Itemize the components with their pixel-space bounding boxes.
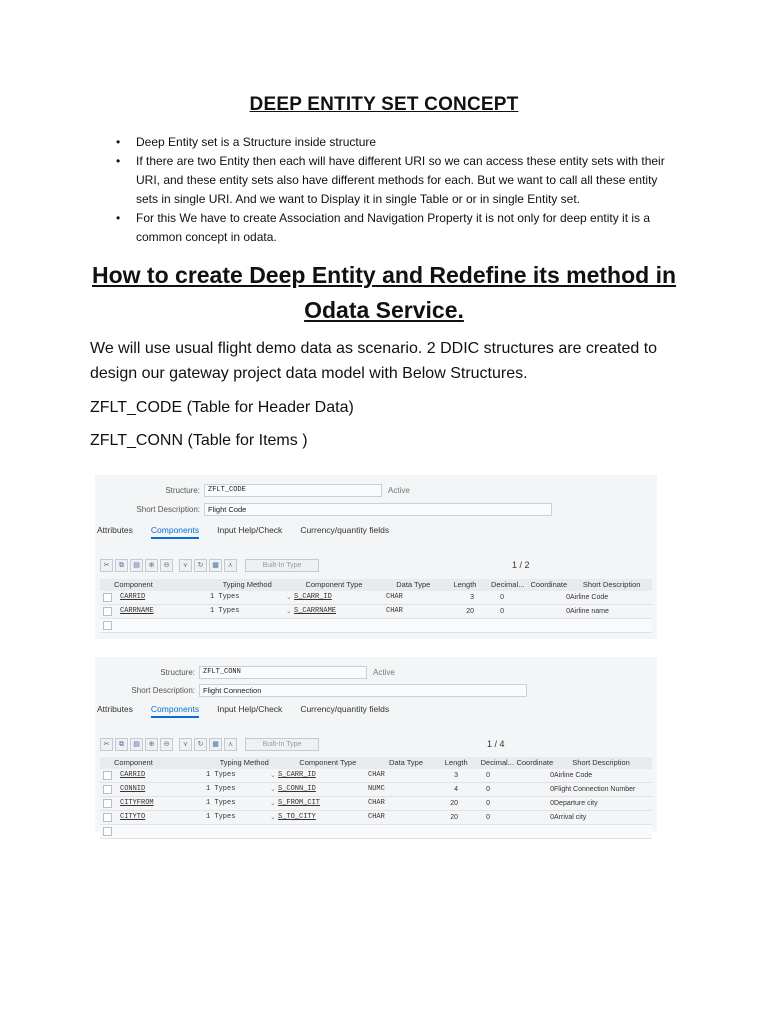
data-type-cell: CHAR bbox=[386, 607, 403, 615]
expand-icon[interactable]: ⋎ bbox=[179, 559, 192, 572]
insert-row-icon[interactable]: ⊕ bbox=[145, 559, 158, 572]
intro-paragraph: We will use usual flight demo data as scenario. 2 DDIC structures are created to design our gateway project data model with Below Structures. bbox=[90, 340, 658, 382]
column-header: Length bbox=[453, 580, 477, 589]
row-checkbox[interactable] bbox=[100, 619, 120, 632]
table-row[interactable] bbox=[100, 605, 652, 619]
sap-structure-panel-conn bbox=[95, 657, 657, 832]
coordinate-cell: 0 bbox=[566, 608, 570, 615]
column-header: Coordinate bbox=[516, 758, 554, 767]
bullet-icon: • bbox=[116, 154, 121, 168]
expand-icon[interactable]: ⋎ bbox=[179, 738, 192, 751]
bullet-text: If there are two Entity then each will have different URI so we can access these entity sets with their URI, and these entity sets also have different methods for each. But we want to call all these entity sets in single URI. And we want to Display it in single Table or or in single Entity set. bbox=[136, 154, 665, 206]
short-description-cell: Arrival city bbox=[554, 814, 587, 821]
short-description-cell: Airline name bbox=[570, 608, 609, 615]
table-row-empty[interactable] bbox=[100, 619, 652, 633]
delete-row-icon[interactable]: ⊖ bbox=[160, 559, 173, 572]
builtin-type-button[interactable]: Built-In Type bbox=[245, 738, 319, 751]
coordinate-cell: 0 bbox=[550, 800, 554, 807]
status-text: Active bbox=[373, 668, 395, 677]
component-cell[interactable]: CARRID bbox=[120, 593, 146, 601]
short-description-label: Short Description: bbox=[136, 505, 200, 514]
component-type-cell[interactable]: S_CONN_ID bbox=[278, 785, 316, 793]
component-cell[interactable]: CITYFROM bbox=[120, 799, 154, 807]
short-description-cell: Departure city bbox=[554, 800, 598, 807]
chevron-down-icon[interactable]: ⌄ bbox=[286, 594, 292, 601]
grid-toolbar bbox=[100, 736, 652, 752]
tab-bar bbox=[97, 704, 389, 718]
length-cell: 4 bbox=[454, 786, 458, 793]
component-cell[interactable]: CARRNAME bbox=[120, 607, 154, 615]
description-field-row bbox=[90, 684, 527, 697]
length-cell: 3 bbox=[470, 594, 474, 601]
section-heading bbox=[80, 258, 688, 328]
table-row-empty[interactable] bbox=[100, 825, 652, 839]
table-row[interactable] bbox=[100, 591, 652, 605]
refresh-icon[interactable]: ↻ bbox=[194, 738, 207, 751]
row-checkbox[interactable] bbox=[100, 825, 120, 838]
data-type-cell: NUMC bbox=[368, 785, 385, 793]
chevron-down-icon[interactable]: ⌄ bbox=[270, 772, 276, 779]
typing-cell[interactable]: 1 Types bbox=[210, 593, 240, 601]
coordinate-cell: 0 bbox=[550, 772, 554, 779]
tab-attributes[interactable]: Attributes bbox=[97, 525, 133, 535]
section-heading-line2: Odata Service. bbox=[304, 297, 464, 323]
list-item bbox=[112, 209, 682, 247]
table-header bbox=[100, 757, 652, 769]
data-type-cell: CHAR bbox=[386, 593, 403, 601]
page-title: DEEP ENTITY SET CONCEPT bbox=[249, 94, 519, 115]
coordinate-cell: 0 bbox=[566, 594, 570, 601]
data-type-cell: CHAR bbox=[368, 799, 385, 807]
collapse-icon[interactable]: ⋏ bbox=[224, 738, 237, 751]
typing-cell[interactable]: 1 Types bbox=[206, 813, 236, 821]
typing-cell[interactable]: 1 Types bbox=[206, 799, 236, 807]
decimal-cell: 0 bbox=[486, 772, 490, 779]
structure-field-row bbox=[90, 666, 395, 679]
tab-input-help[interactable]: Input Help/Check bbox=[217, 525, 283, 535]
tab-currency-fields[interactable]: Currency/quantity fields bbox=[300, 704, 390, 714]
column-header: Component Type bbox=[305, 580, 363, 589]
description-field-row bbox=[95, 503, 552, 516]
copy-icon[interactable]: ⧉ bbox=[115, 559, 128, 572]
structure-code-text: ZFLT_CODE (Table for Header Data) bbox=[90, 399, 354, 416]
decimal-cell: 0 bbox=[486, 814, 490, 821]
row-checkbox[interactable] bbox=[100, 783, 120, 796]
component-type-cell[interactable]: S_TO_CITY bbox=[278, 813, 316, 821]
typing-cell[interactable]: 1 Types bbox=[210, 607, 240, 615]
row-checkbox[interactable] bbox=[100, 811, 120, 824]
short-description-input[interactable]: Flight Connection bbox=[199, 684, 527, 697]
component-cell[interactable]: CONNID bbox=[120, 785, 146, 793]
short-description-cell: Flight Connection Number bbox=[554, 786, 636, 793]
delete-row-icon[interactable]: ⊖ bbox=[160, 738, 173, 751]
cut-icon[interactable]: ✂ bbox=[100, 559, 113, 572]
page-indicator: 1 / 2 bbox=[512, 560, 530, 570]
page-indicator: 1 / 4 bbox=[487, 739, 505, 749]
bullet-icon: • bbox=[116, 211, 121, 225]
length-cell: 3 bbox=[454, 772, 458, 779]
components-table bbox=[100, 757, 652, 839]
chevron-down-icon[interactable]: ⌄ bbox=[270, 814, 276, 821]
chevron-down-icon[interactable]: ⌄ bbox=[286, 608, 292, 615]
component-type-cell[interactable]: S_FROM_CIT bbox=[278, 799, 321, 807]
builtin-type-button[interactable]: Built-In Type bbox=[245, 559, 319, 572]
decimal-cell: 0 bbox=[486, 800, 490, 807]
component-cell[interactable]: CITYTO bbox=[120, 813, 146, 821]
column-header: Typing Method bbox=[219, 758, 269, 767]
data-type-cell: CHAR bbox=[368, 813, 385, 821]
bullet-icon: • bbox=[116, 135, 121, 149]
component-cell[interactable]: CARRID bbox=[120, 771, 146, 779]
typing-cell[interactable]: 1 Types bbox=[206, 771, 236, 779]
column-header: Decimal... bbox=[491, 580, 525, 589]
tab-currency-fields[interactable]: Currency/quantity fields bbox=[300, 525, 390, 535]
tab-attributes[interactable]: Attributes bbox=[97, 704, 133, 714]
insert-row-icon[interactable]: ⊕ bbox=[145, 738, 158, 751]
list-item bbox=[112, 133, 682, 152]
tab-input-help[interactable]: Input Help/Check bbox=[217, 704, 283, 714]
decimal-cell: 0 bbox=[500, 594, 504, 601]
tab-components[interactable]: Components bbox=[151, 704, 199, 718]
table-row[interactable] bbox=[100, 797, 652, 811]
table-row[interactable] bbox=[100, 783, 652, 797]
cut-icon[interactable]: ✂ bbox=[100, 738, 113, 751]
structure-field-row bbox=[95, 484, 410, 497]
coordinate-cell: 0 bbox=[550, 786, 554, 793]
paste-icon[interactable]: ▤ bbox=[130, 738, 143, 751]
decimal-cell: 0 bbox=[500, 608, 504, 615]
chevron-down-icon[interactable]: ⌄ bbox=[270, 800, 276, 807]
component-type-cell[interactable]: S_CARRNAME bbox=[294, 607, 337, 615]
structure-conn-text: ZFLT_CONN (Table for Items ) bbox=[90, 432, 308, 449]
section-heading-line1: How to create Deep Entity and Redefine its method in bbox=[91, 262, 677, 288]
column-header: Data Type bbox=[396, 580, 431, 589]
column-header: Length bbox=[444, 758, 468, 767]
length-cell: 20 bbox=[450, 814, 458, 821]
column-header: Typing Method bbox=[222, 580, 272, 589]
structure-input[interactable]: ZFLT_CODE bbox=[204, 484, 382, 497]
data-type-cell: CHAR bbox=[368, 771, 385, 779]
status-text: Active bbox=[388, 486, 410, 495]
length-cell: 20 bbox=[466, 608, 474, 615]
structure-label: Structure: bbox=[165, 486, 200, 495]
copy-icon[interactable]: ⧉ bbox=[115, 738, 128, 751]
refresh-icon[interactable]: ↻ bbox=[194, 559, 207, 572]
column-header: Decimal... bbox=[480, 758, 514, 767]
collapse-icon[interactable]: ⋏ bbox=[224, 559, 237, 572]
tab-bar bbox=[97, 525, 389, 539]
length-cell: 20 bbox=[450, 800, 458, 807]
tab-components[interactable]: Components bbox=[151, 525, 199, 539]
structure-input[interactable]: ZFLT_CONN bbox=[199, 666, 367, 679]
short-description-input[interactable]: Flight Code bbox=[204, 503, 552, 516]
component-type-cell[interactable]: S_CARR_ID bbox=[294, 593, 332, 601]
list-item bbox=[112, 152, 682, 209]
bullet-text: Deep Entity set is a Structure inside structure bbox=[136, 135, 377, 149]
column-header: Data Type bbox=[388, 758, 424, 767]
typing-cell[interactable]: 1 Types bbox=[206, 785, 236, 793]
row-checkbox[interactable] bbox=[100, 591, 120, 604]
row-checkbox[interactable] bbox=[100, 797, 120, 810]
column-header: Component bbox=[114, 580, 153, 589]
bullet-text: For this We have to create Association and Navigation Property it is not only for deep entity it is a common concept in odata. bbox=[136, 211, 651, 244]
column-header: Short Description bbox=[582, 580, 641, 589]
row-checkbox[interactable] bbox=[100, 605, 120, 618]
table-header bbox=[100, 579, 652, 591]
components-table bbox=[100, 579, 652, 633]
table-row[interactable] bbox=[100, 811, 652, 825]
grid-toolbar bbox=[100, 557, 652, 573]
short-description-cell: Airline Code bbox=[570, 594, 609, 601]
table-icon[interactable]: ▦ bbox=[209, 738, 222, 751]
sap-structure-panel-code bbox=[95, 475, 657, 639]
paste-icon[interactable]: ▤ bbox=[130, 559, 143, 572]
component-type-cell[interactable]: S_CARR_ID bbox=[278, 771, 316, 779]
table-icon[interactable]: ▦ bbox=[209, 559, 222, 572]
structure-label: Structure: bbox=[160, 668, 195, 677]
coordinate-cell: 0 bbox=[550, 814, 554, 821]
short-description-cell: Airline Code bbox=[554, 772, 593, 779]
column-header: Coordinate bbox=[530, 580, 568, 589]
bullet-list bbox=[112, 133, 682, 247]
table-row[interactable] bbox=[100, 769, 652, 783]
short-description-label: Short Description: bbox=[131, 686, 195, 695]
decimal-cell: 0 bbox=[486, 786, 490, 793]
chevron-down-icon[interactable]: ⌄ bbox=[270, 786, 276, 793]
column-header: Component bbox=[114, 758, 153, 767]
column-header: Component Type bbox=[299, 758, 357, 767]
column-header: Short Description bbox=[572, 758, 630, 767]
row-checkbox[interactable] bbox=[100, 769, 120, 782]
